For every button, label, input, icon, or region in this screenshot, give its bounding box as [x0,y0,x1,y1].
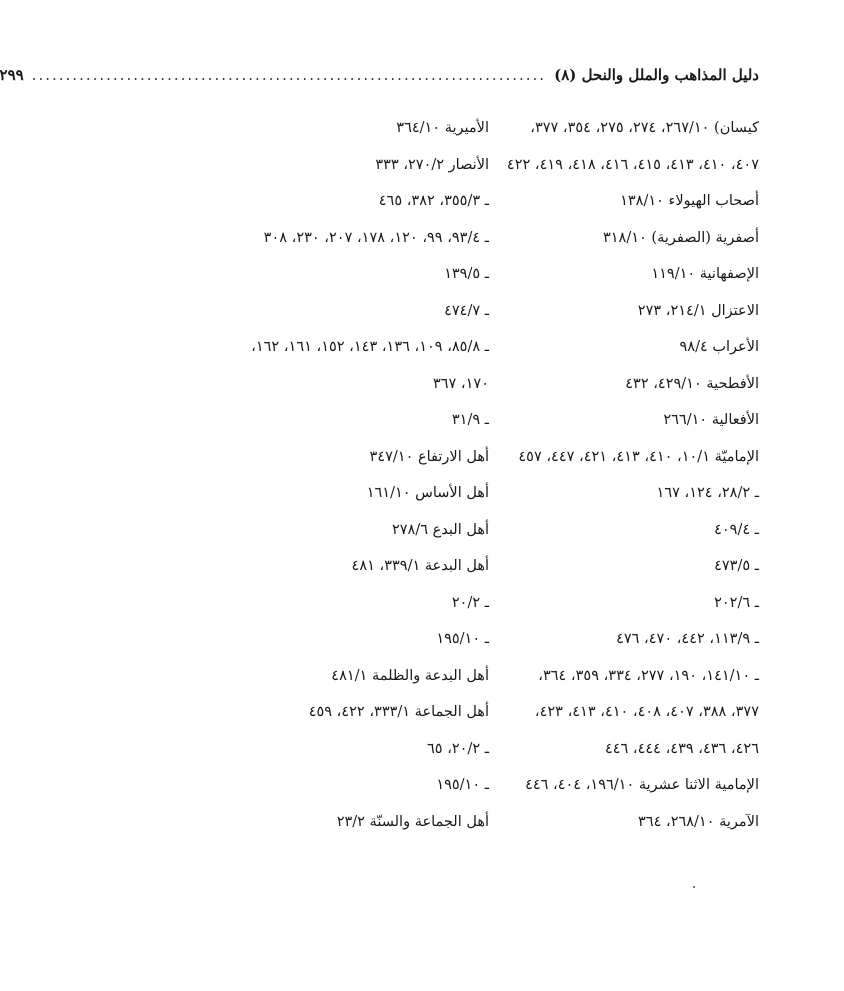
index-entry: الأنصار ٢٧٠/٢، ٣٣٣ [375,156,489,173]
index-entry: ـ ٤٠٩/٤ [714,521,759,538]
index-entry: أهل البدعة والظلمة ٤٨١/١ [331,667,489,684]
stray-dot-mark [693,886,695,888]
index-entry: كيسان) ٢٦٧/١٠، ٢٧٤، ٢٧٥، ٣٥٤، ٣٧٧، [530,120,759,136]
index-entry: ـ ٣٥٥/٣، ٣٨٢، ٤٦٥ [378,193,489,209]
index-entry: ـ ٣١/٩ [451,412,489,428]
index-entry: الإماميّة ١٠/١، ٤١٠، ٤١٣، ٤٢١، ٤٤٧، ٤٥٧ [518,448,759,465]
index-entry: ـ ٢٠٢/٦ [714,594,759,611]
index-entry: ـ ٢٠/٢، ٦٥ [427,740,489,757]
index-entry: ـ ٢٨/٢، ١٢٤، ١٦٧ [656,485,759,501]
index-entry: ـ ٢٠/٢ [451,594,489,611]
index-entry: ٣٧٧، ٣٨٨، ٤٠٧، ٤٠٨، ٤١٠، ٤١٣، ٤٢٣، [534,704,759,720]
index-entry: ـ ١٩٥/١٠ [436,777,489,793]
index-entry: الأعراب ٩٨/٤ [679,339,759,355]
index-entry: ـ ٩٣/٤، ٩٩، ١٢٠، ١٧٨، ٢٠٧، ٢٣٠، ٣٠٨ [263,229,489,246]
index-entry: أهل البدع ٢٧٨/٦ [391,521,489,538]
index-entry: ٤٢٦، ٤٣٦، ٤٣٩، ٤٤٤، ٤٤٦ [604,740,759,757]
index-entry: الأفطحية ٤٢٩/١٠، ٤٣٢ [625,375,759,392]
dot-leader: ............................................................................ [31,66,547,84]
index-entry: ـ ١٤١/١٠، ١٩٠، ٢٧٧، ٣٣٤، ٣٥٩، ٣٦٤، [538,667,759,684]
index-column-right [504,110,759,840]
index-entry: أهل الأساس ١٦١/١٠ [366,485,489,501]
running-header [0,62,759,88]
index-entry: أهل الجماعة والسنّة ٢٣/٢ [336,813,489,830]
index-entry: ـ ١٣٩/٥ [444,266,489,282]
index-entry: الأميرية ٣٦٤/١٠ [396,120,489,136]
page-number: ٢٩٩ [0,66,24,84]
index-entry: الآمرية ٢٦٨/١٠، ٣٦٤ [638,813,759,830]
index-column-left [229,110,489,840]
index-entry: الأفعالية ٢٦٦/١٠ [663,412,759,428]
index-entry: ـ ١١٣/٩، ٤٤٢، ٤٧٠، ٤٧٦ [616,631,759,647]
book-title: دليل المذاهب والملل والنحل (٨) [554,66,759,84]
index-entry: الإمامية الاثنا عشرية ١٩٦/١٠، ٤٠٤، ٤٤٦ [525,777,759,793]
index-entry: ٤٠٧، ٤١٠، ٤١٣، ٤١٥، ٤١٦، ٤١٨، ٤١٩، ٤٢٢ [506,156,759,173]
index-entry: أهل الجماعة ٣٣٣/١، ٤٢٢، ٤٥٩ [308,704,489,720]
index-entry: الاعتزال ٢١٤/١، ٢٧٣ [637,302,759,319]
index-entry: الإصفهانية ١١٩/١٠ [651,266,759,282]
index-entry: أصفرية (الصفرية) ٣١٨/١٠ [602,229,759,246]
index-entry: ـ ٤٧٤/٧ [444,302,489,319]
index-entry: ـ ٨٥/٨، ١٠٩، ١٣٦، ١٤٣، ١٥٢، ١٦١، ١٦٢، [251,339,489,355]
index-entry: أصحاب الهيولاء ١٣٨/١٠ [620,193,759,209]
index-entry: ١٧٠، ٣٦٧ [432,375,489,392]
index-entry: ـ ١٩٥/١٠ [436,631,489,647]
index-entry: ـ ٤٧٣/٥ [714,558,759,574]
index-entry: أهل البدعة ٣٣٩/١، ٤٨١ [351,558,489,574]
index-entry: أهل الارتفاع ٣٤٧/١٠ [369,448,489,465]
